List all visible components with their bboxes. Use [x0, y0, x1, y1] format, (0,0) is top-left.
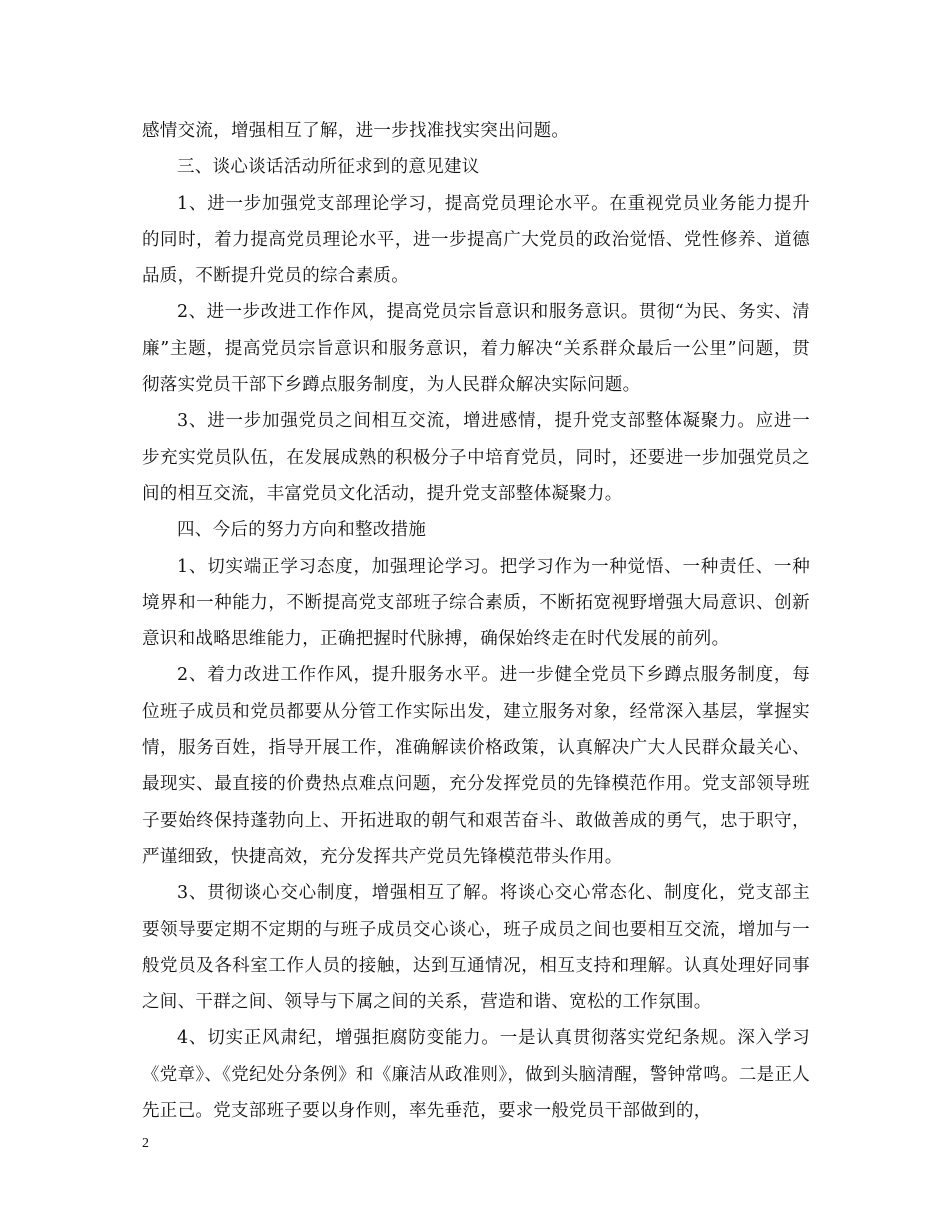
paragraph-measure-2: 2、着力改进工作作风，提升服务水平。进一步健全党员下乡蹲点服务制度，每位班子成员和党员都要从分管工作实际出发，建立服务对象，经常深入基层，掌握实情，服务百姓，指导开展工作，准确解读价格政策，认真解决广大人民群众最关心、最现实、最直接的价费热点难点问题，充分发挥党员的先锋模范作用。党支部领导班子要始终保持蓬勃向上、开拓进取的朝气和艰苦奋斗、敢做善成的勇气，忠于职守，严谨细致，快捷高效，充分发挥共产党员先锋模范带头作用。 — [142, 665, 810, 867]
paragraph-suggestion-1: 1、进一步加强党支部理论学习，提高党员理论水平。在重视党员业务能力提升的同时，着力提高党员理论水平，进一步提高广大党员的政治觉悟、党性修养、道德品质，不断提升党员的综合素质。 — [142, 193, 810, 287]
paragraph-suggestion-2: 2、进一步改进工作作风，提高党员宗旨意识和服务意识。贯彻“为民、务实、清廉”主题，提高党员宗旨意识和服务意识，着力解决“关系群众最后一公里”问题，贯彻落实党员干部下乡蹲点服务制度，为人民群众解决实际问题。 — [142, 302, 810, 396]
section-heading-measures: 四、今后的努力方向和整改措施 — [177, 520, 427, 541]
section-heading-suggestions: 三、谈心谈话活动所征求到的意见建议 — [177, 157, 480, 178]
paragraph-continued: 感情交流，增强相互了解，进一步找准找实突出问题。 — [142, 121, 570, 141]
document-body — [142, 113, 810, 1129]
paragraph-measure-3: 3、贯彻谈心交心制度，增强相互了解。将谈心交心常态化、制度化，党支部主要领导要定期不定期的与班子成员交心谈心，班子成员之间也要相互交流，增加与一般党员及各科室工作人员的接触，达到互通情况，相互支持和理解。认真处理好同事之间、干群之间、领导与下属之间的关系，营造和谐、宽松的工作氛围。 — [142, 883, 810, 1013]
paragraph-measure-4: 4、切实正风肃纪，增强拒腐防变能力。一是认真贯彻落实党纪条规。深入学习《党章》、《党纪处分条例》和《廉洁从政准则》，做到头脑清醒，警钟常鸣。二是正人先正己。党支部班子要以身作则，率先垂范，要求一般党员干部做到的， — [142, 1028, 810, 1122]
paragraph-suggestion-3: 3、进一步加强党员之间相互交流，增进感情，提升党支部整体凝聚力。应进一步充实党员队伍，在发展成熟的积极分子中培育党员，同时，还要进一步加强党员之间的相互交流，丰富党员文化活动，提升党支部整体凝聚力。 — [142, 411, 810, 504]
paragraph-measure-1: 1、切实端正学习态度，加强理论学习。把学习作为一种觉悟、一种责任、一种境界和一种能力，不断提高党支部班子综合素质，不断拓宽视野增强大局意识、创新意识和战略思维能力，正确把握时代脉搏，确保始终走在时代发展的前列。 — [142, 556, 810, 650]
page-number: 2 — [142, 1136, 149, 1151]
